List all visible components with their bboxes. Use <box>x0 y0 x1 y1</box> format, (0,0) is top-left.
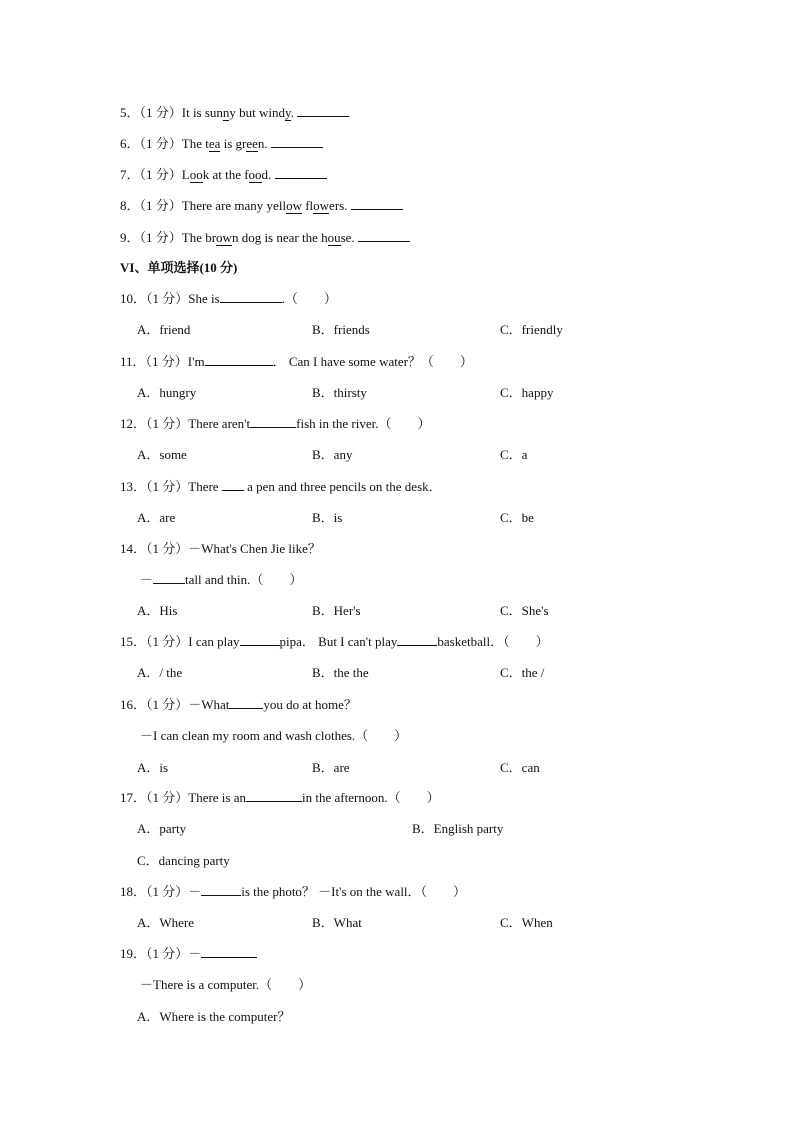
question-18: 18．（1 分）－ is the photo？ －It's on the wall．（ ） <box>120 884 467 899</box>
option-b[interactable]: B．English party <box>412 821 504 836</box>
question-19-reply: －There is a computer.（ ） <box>140 977 312 992</box>
phonics-item-5: 5．（1 分）It is sunny but windy. <box>120 104 349 122</box>
answer-blank[interactable] <box>240 633 280 646</box>
answer-blank[interactable] <box>246 789 302 802</box>
answer-blank[interactable] <box>351 197 403 210</box>
question-12: 12．（1 分）There aren't fish in the river.（ ） <box>120 416 431 431</box>
option-b[interactable]: B．friends <box>312 322 370 337</box>
question-19: 19．（1 分）－ <box>120 945 257 963</box>
option-a[interactable]: A．Where is the computer？ <box>137 1009 291 1024</box>
question-17: 17．（1 分）There is an in the afternoon.（ ） <box>120 790 440 805</box>
section-title: VI、单项选择(10 分) <box>120 260 238 275</box>
question-13: 13．（1 分）There a pen and three pencils on the desk． <box>120 479 442 494</box>
question-11: 11．（1 分）I'm ． Can I have some water？（ ） <box>120 354 473 369</box>
answer-blank[interactable] <box>275 166 327 179</box>
option-c[interactable]: C．dancing party <box>137 853 230 868</box>
answer-blank[interactable] <box>297 104 349 117</box>
phonics-item-6: 6．（1 分）The tea is green. <box>120 135 323 153</box>
answer-blank[interactable] <box>201 883 241 896</box>
option-c[interactable]: C．be <box>500 510 534 525</box>
option-b[interactable]: B．Her's <box>312 603 361 618</box>
answer-blank[interactable] <box>222 478 244 491</box>
option-a[interactable]: A．some <box>137 447 187 462</box>
option-b[interactable]: B．are <box>312 760 350 775</box>
option-b[interactable]: B．any <box>312 447 353 462</box>
option-c[interactable]: C．When <box>500 915 553 930</box>
question-10: 10．（1 分）She is .（ ） <box>120 291 337 306</box>
option-b[interactable]: B．is <box>312 510 343 525</box>
option-b[interactable]: B．thirsty <box>312 385 367 400</box>
answer-blank[interactable] <box>205 353 273 366</box>
option-a[interactable]: A．friend <box>137 322 191 337</box>
option-c[interactable]: C．friendly <box>500 322 563 337</box>
answer-blank[interactable] <box>358 229 410 242</box>
answer-blank[interactable] <box>220 290 282 303</box>
option-c[interactable]: C．a <box>500 447 528 462</box>
question-14: 14．（1 分）－What's Chen Jie like？ <box>120 541 321 556</box>
question-14-reply: － tall and thin.（ ） <box>140 572 303 587</box>
option-a[interactable]: A．/ the <box>137 665 183 680</box>
option-c[interactable]: C．can <box>500 760 540 775</box>
answer-blank[interactable] <box>201 945 257 958</box>
phonics-item-8: 8．（1 分）There are many yellow flowers. <box>120 197 403 215</box>
option-a[interactable]: A．hungry <box>137 385 197 400</box>
phonics-item-9: 9．（1 分）The brown dog is near the house. <box>120 229 410 247</box>
option-a[interactable]: A．are <box>137 510 176 525</box>
option-c[interactable]: C．the / <box>500 665 545 680</box>
answer-blank[interactable] <box>153 571 185 584</box>
phonics-item-7: 7．（1 分）Look at the food. <box>120 166 327 184</box>
option-b[interactable]: B．the the <box>312 665 369 680</box>
question-16: 16．（1 分）－What you do at home？ <box>120 697 357 712</box>
option-c[interactable]: C．happy <box>500 385 554 400</box>
option-c[interactable]: C．She's <box>500 603 549 618</box>
option-a[interactable]: A．His <box>137 603 178 618</box>
question-15: 15．（1 分）I can play pipa． But I can't play basketball．（ ） <box>120 634 549 649</box>
question-16-reply: －I can clean my room and wash clothes.（ ） <box>140 728 408 743</box>
option-b[interactable]: B．What <box>312 915 362 930</box>
answer-blank[interactable] <box>229 696 263 709</box>
answer-blank[interactable] <box>250 415 296 428</box>
answer-blank[interactable] <box>271 135 323 148</box>
option-a[interactable]: A．party <box>137 821 187 836</box>
answer-blank[interactable] <box>397 633 437 646</box>
option-a[interactable]: A．Where <box>137 915 195 930</box>
option-a[interactable]: A．is <box>137 760 169 775</box>
